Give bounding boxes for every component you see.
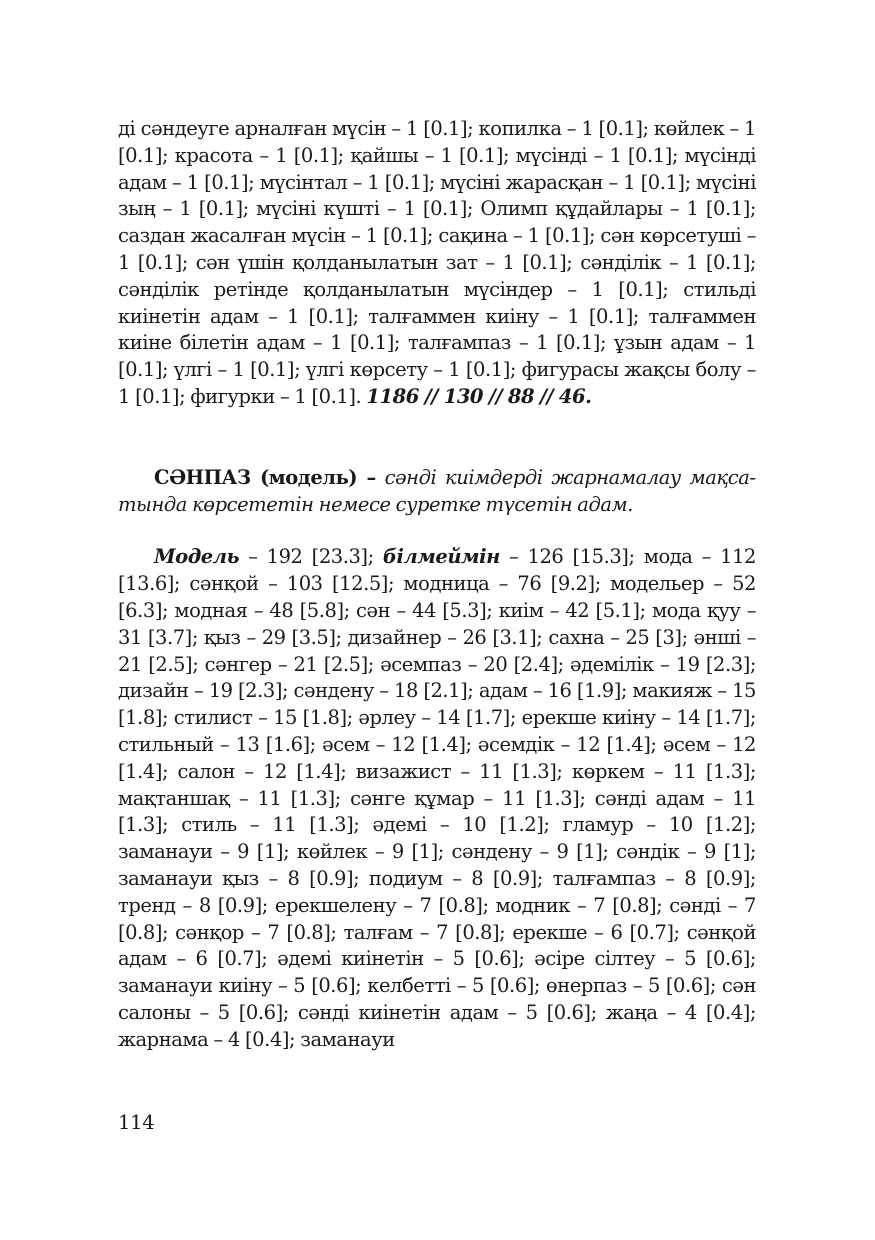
page-number: 114: [118, 1111, 155, 1134]
response-totals: 1186 // 130 // 88 // 46.: [366, 384, 592, 408]
top-response-2: білмеймін: [382, 545, 500, 569]
continuation-text: ді сәндеуге арналған мүсін – 1 [0.1]; копилка – 1 [0.1]; көйлек – 1 [0.1]; красота – 1 [0.1]; қайшы – 1 [0.1]; мүсінді – 1 [0.1]; мүсінді адам – 1 [0.1]; мүсінтал – 1 [0.1]; мүсіні жарасқан – 1 [0.1]; мүсіні зың – 1 [0.1]; мүсіні күшті – 1 [0.1]; Олимп құдайлары – 1 [0.1]; саздан жасалған мүсін – 1 [0.1]; сақина – 1 [0.1]; сән көрсетуші – 1 [0.1]; сән үшін қолданылатын зат – 1 [0.1]; сәнділік – 1 [0.1]; сәнділік ретінде қолданылатын мүсіндер – 1 [0.1]; стильді киінетін адам – 1 [0.1]; талғаммен киіну – 1 [0.1]; талғаммен киіне білетін адам – 1 [0.1]; талғампаз – 1 [0.1]; ұзын адам – 1 [0.1]; үлгі – 1 [0.1]; үлгі көрсету – 1 [0.1]; фигурасы жақсы болу – 1 [0.1]; фигурки – 1 [0.1].: [118, 117, 756, 408]
response-text-1: – 192 [23.3];: [239, 545, 383, 569]
entry-definition: сәнді киімдерді жарнамалау мақсатында көрсететін немесе суретке түсетін адам.: [118, 465, 756, 516]
entry-headword: СӘНПАЗ (модель) –: [154, 465, 376, 489]
entry-continuation-paragraph: [118, 116, 756, 411]
top-response-1: Модель: [154, 545, 239, 569]
entry-heading-paragraph: [118, 465, 756, 519]
entry-responses-paragraph: [118, 544, 756, 1053]
response-text-2: – 126 [15.3]; мода – 112 [13.6]; сәнқой – 103 [12.5]; модница – 76 [9.2]; модельер – 52 [6.3]; модная – 48 [5.8]; сән – 44 [5.3]; киім – 42 [5.1]; мода қуу – 31 [3.7]; қыз – 29 [3.5]; дизайнер – 26 [3.1]; сахна – 25 [3]; әнші – 21 [2.5]; сәнгер – 21 [2.5]; әсемпаз – 20 [2.4]; әдемілік – 19 [2.3]; дизайн – 19 [2.3]; сәндену – 18 [2.1]; адам – 16 [1.9]; макияж – 15 [1.8]; стилист – 15 [1.8]; әрлеу – 14 [1.7]; ерекше киіну – 14 [1.7]; стильный – 13 [1.6]; әсем – 12 [1.4]; әсемдік – 12 [1.4]; әсем – 12 [1.4]; салон – 12 [1.4]; визажист – 11 [1.3]; көркем – 11 [1.3]; мақтаншақ – 11 [1.3]; сәнге құмар – 11 [1.3]; сәнді адам – 11 [1.3]; стиль – 11 [1.3]; әдемі – 10 [1.2]; гламур – 10 [1.2]; заманауи – 9 [1]; көйлек – 9 [1]; сәндену – 9 [1]; сәндік – 9 [1]; заманауи қыз – 8 [0.9]; подиум – 8 [0.9]; талғампаз – 8 [0.9]; тренд – 8 [0.9]; ерекшелену – 7 [0.8]; модник – 7 [0.8]; сәнді – 7 [0.8]; сәнқор – 7 [0.8]; талғам – 7 [0.8]; ерекше – 6 [0.7]; сәнқой адам – 6 [0.7]; әдемі киінетін – 5 [0.6]; әсіре сілтеу – 5 [0.6]; заманауи киіну – 5 [0.6]; келбетті – 5 [0.6]; өнерпаз – 5 [0.6]; сән салоны – 5 [0.6]; сәнді киінетін адам – 5 [0.6]; жаңа – 4 [0.4]; жарнама – 4 [0.4]; заманауи: [118, 545, 756, 1051]
page-body: [118, 116, 756, 1054]
